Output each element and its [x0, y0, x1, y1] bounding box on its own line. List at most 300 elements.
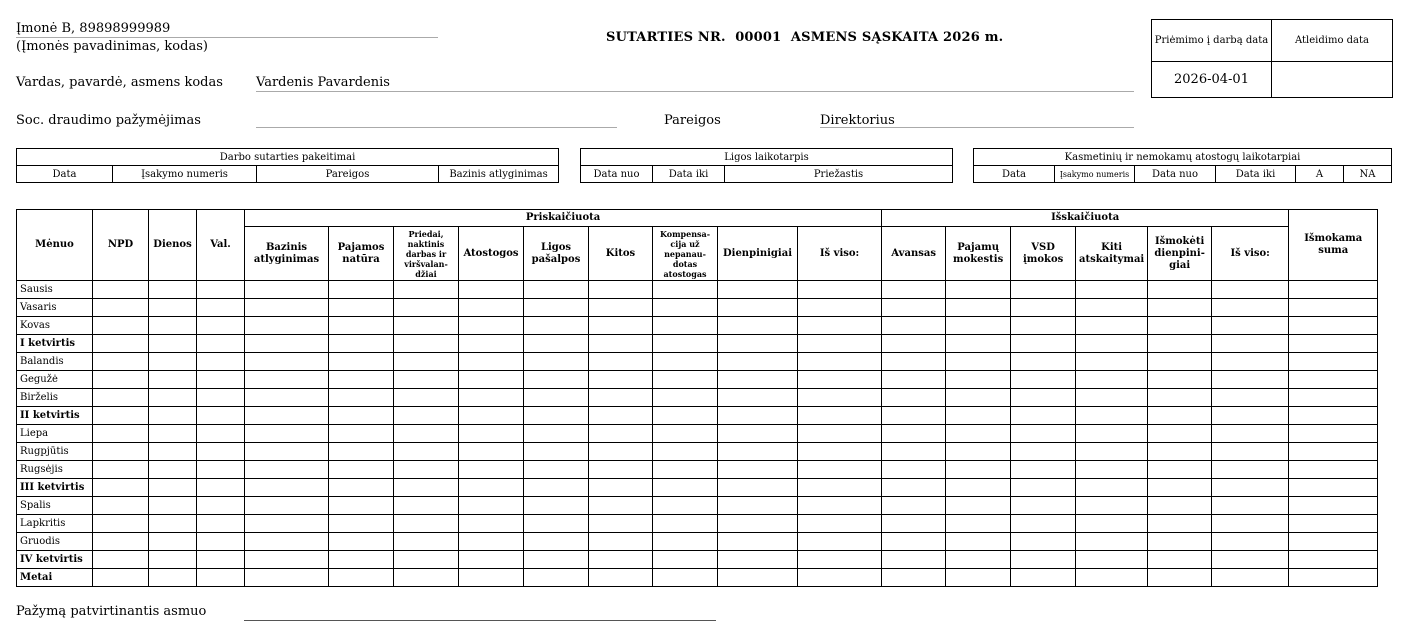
table-row — [17, 389, 1378, 407]
table-cell — [589, 533, 653, 551]
hire-date-value: 2026-04-01 — [1152, 62, 1272, 98]
table-cell — [1289, 497, 1378, 515]
table-cell — [524, 281, 589, 299]
table-cell — [882, 299, 946, 317]
row-month-label: Vasaris — [17, 299, 93, 317]
table-cell — [1076, 515, 1148, 533]
table-cell — [1212, 551, 1289, 569]
table-cell — [394, 515, 459, 533]
table-cell — [718, 551, 798, 569]
table-cell — [245, 317, 329, 335]
person-label: Vardas, pavardė, asmens kodas — [16, 75, 223, 90]
table-cell — [1011, 389, 1076, 407]
col-month: Mėnuo — [17, 210, 93, 281]
table-row — [17, 353, 1378, 371]
table-cell — [589, 443, 653, 461]
table-cell — [394, 569, 459, 587]
table-cell — [93, 515, 149, 533]
table-cell — [394, 317, 459, 335]
table-cell — [524, 533, 589, 551]
table-cell — [1289, 515, 1378, 533]
table-cell — [1289, 353, 1378, 371]
table-cell — [1076, 551, 1148, 569]
table-row — [17, 551, 1378, 569]
table-cell — [524, 569, 589, 587]
table-cell — [524, 479, 589, 497]
table-cell — [882, 317, 946, 335]
table-cell — [882, 497, 946, 515]
table-cell — [245, 497, 329, 515]
table-cell — [197, 371, 245, 389]
table-cell — [394, 425, 459, 443]
table-cell — [394, 461, 459, 479]
table-cell — [329, 551, 394, 569]
col-payable: Išmokama suma — [1289, 210, 1378, 281]
table-cell — [149, 389, 197, 407]
table-cell — [197, 425, 245, 443]
table-cell — [798, 389, 882, 407]
table-cell — [149, 425, 197, 443]
table-cell — [589, 569, 653, 587]
table-cell — [93, 497, 149, 515]
col-accrued: Priedai, naktinis darbas ir viršvalan-džiai — [394, 227, 459, 281]
table-cell — [459, 353, 524, 371]
table-cell — [1011, 353, 1076, 371]
vacation-col-to: Data iki — [1216, 166, 1296, 183]
vacation-col-a: A — [1296, 166, 1344, 183]
duties-value: Direktorius — [820, 113, 895, 128]
table-row — [17, 407, 1378, 425]
table-cell — [653, 443, 718, 461]
table-cell — [245, 551, 329, 569]
table-cell — [149, 533, 197, 551]
table-cell — [798, 281, 882, 299]
col-deducted: Avansas — [882, 227, 946, 281]
table-cell — [946, 335, 1011, 353]
sick-col-to: Data iki — [653, 166, 725, 183]
row-month-label: Gegužė — [17, 371, 93, 389]
table-cell — [197, 515, 245, 533]
table-cell — [93, 425, 149, 443]
table-cell — [524, 335, 589, 353]
table-cell — [329, 389, 394, 407]
table-cell — [718, 281, 798, 299]
col-deducted: Iš viso: — [1212, 227, 1289, 281]
table-cell — [882, 479, 946, 497]
table-cell — [93, 461, 149, 479]
table-cell — [245, 389, 329, 407]
table-cell — [589, 353, 653, 371]
table-row — [17, 299, 1378, 317]
table-cell — [882, 353, 946, 371]
table-cell — [149, 461, 197, 479]
table-cell — [1289, 461, 1378, 479]
table-row — [17, 317, 1378, 335]
table-cell — [394, 407, 459, 425]
table-cell — [197, 497, 245, 515]
table-cell — [718, 335, 798, 353]
table-cell — [882, 407, 946, 425]
table-cell — [1212, 479, 1289, 497]
table-cell — [197, 353, 245, 371]
table-cell — [798, 443, 882, 461]
table-cell — [93, 551, 149, 569]
table-row — [17, 461, 1378, 479]
table-cell — [946, 425, 1011, 443]
table-cell — [459, 533, 524, 551]
contract-col-order: Įsakymo numeris — [113, 166, 257, 183]
table-cell — [1148, 371, 1212, 389]
table-cell — [329, 335, 394, 353]
table-cell — [1148, 353, 1212, 371]
table-cell — [718, 317, 798, 335]
table-cell — [329, 371, 394, 389]
table-cell — [149, 497, 197, 515]
table-cell — [589, 281, 653, 299]
table-cell — [394, 479, 459, 497]
table-cell — [245, 335, 329, 353]
table-cell — [245, 569, 329, 587]
table-cell — [589, 461, 653, 479]
soc-underline — [256, 127, 617, 128]
table-cell — [718, 515, 798, 533]
table-cell — [329, 497, 394, 515]
table-cell — [882, 335, 946, 353]
table-cell — [589, 407, 653, 425]
table-cell — [149, 281, 197, 299]
table-cell — [653, 353, 718, 371]
table-cell — [882, 443, 946, 461]
table-cell — [245, 515, 329, 533]
table-cell — [459, 407, 524, 425]
table-cell — [394, 443, 459, 461]
table-cell — [1212, 371, 1289, 389]
table-cell — [589, 389, 653, 407]
contract-changes-table — [16, 148, 559, 183]
contract-changes-title: Darbo sutarties pakeitimai — [17, 149, 559, 166]
table-cell — [1011, 299, 1076, 317]
table-cell — [589, 317, 653, 335]
table-cell — [329, 479, 394, 497]
table-cell — [524, 299, 589, 317]
table-row — [17, 443, 1378, 461]
table-cell — [197, 281, 245, 299]
table-cell — [93, 443, 149, 461]
table-cell — [245, 281, 329, 299]
table-cell — [882, 515, 946, 533]
table-cell — [1212, 299, 1289, 317]
contract-col-salary: Bazinis atlyginimas — [439, 166, 559, 183]
table-cell — [1076, 479, 1148, 497]
table-row — [17, 425, 1378, 443]
table-cell — [798, 335, 882, 353]
company-underline — [16, 37, 438, 38]
col-accrued: Kompensa-cija už nepanau-dotas atostogas — [653, 227, 718, 281]
table-cell — [718, 425, 798, 443]
row-month-label: III ketvirtis — [17, 479, 93, 497]
table-cell — [1011, 551, 1076, 569]
table-cell — [394, 551, 459, 569]
table-cell — [653, 479, 718, 497]
col-deducted: VSD įmokos — [1011, 227, 1076, 281]
table-cell — [589, 497, 653, 515]
table-cell — [524, 551, 589, 569]
row-month-label: Metai — [17, 569, 93, 587]
table-cell — [1076, 443, 1148, 461]
table-cell — [459, 461, 524, 479]
row-month-label: Spalis — [17, 497, 93, 515]
table-cell — [329, 425, 394, 443]
confirm-underline — [244, 620, 716, 621]
table-cell — [946, 533, 1011, 551]
table-cell — [1212, 335, 1289, 353]
table-cell — [197, 299, 245, 317]
table-cell — [653, 515, 718, 533]
table-cell — [1148, 551, 1212, 569]
table-cell — [798, 497, 882, 515]
table-cell — [718, 497, 798, 515]
table-cell — [394, 533, 459, 551]
table-cell — [93, 281, 149, 299]
table-row — [17, 515, 1378, 533]
table-cell — [946, 353, 1011, 371]
table-cell — [1289, 281, 1378, 299]
table-cell — [93, 317, 149, 335]
table-cell — [946, 371, 1011, 389]
table-cell — [1212, 317, 1289, 335]
row-month-label: Birželis — [17, 389, 93, 407]
table-cell — [1212, 461, 1289, 479]
table-cell — [149, 353, 197, 371]
col-npd: NPD — [93, 210, 149, 281]
table-cell — [718, 299, 798, 317]
table-cell — [653, 371, 718, 389]
col-accrued: Atostogos — [459, 227, 524, 281]
table-cell — [1011, 281, 1076, 299]
table-cell — [1148, 461, 1212, 479]
table-cell — [882, 533, 946, 551]
row-month-label: II ketvirtis — [17, 407, 93, 425]
table-cell — [1148, 497, 1212, 515]
table-cell — [653, 569, 718, 587]
table-cell — [1148, 443, 1212, 461]
table-cell — [394, 497, 459, 515]
table-cell — [459, 551, 524, 569]
table-cell — [1076, 533, 1148, 551]
table-cell — [149, 443, 197, 461]
table-row — [17, 497, 1378, 515]
table-cell — [197, 479, 245, 497]
table-cell — [946, 407, 1011, 425]
table-cell — [149, 407, 197, 425]
table-cell — [718, 371, 798, 389]
table-cell — [394, 299, 459, 317]
table-cell — [1148, 317, 1212, 335]
hire-date-label: Priėmimo į darbą data — [1152, 20, 1272, 62]
table-cell — [197, 407, 245, 425]
table-cell — [1289, 551, 1378, 569]
table-cell — [93, 299, 149, 317]
table-row — [17, 335, 1378, 353]
table-cell — [653, 317, 718, 335]
table-cell — [653, 407, 718, 425]
person-underline — [256, 91, 1134, 92]
table-cell — [329, 353, 394, 371]
table-cell — [524, 461, 589, 479]
contract-col-duties: Pareigos — [257, 166, 439, 183]
table-cell — [1011, 335, 1076, 353]
col-accrued: Kitos — [589, 227, 653, 281]
sick-col-from: Data nuo — [581, 166, 653, 183]
table-cell — [1212, 533, 1289, 551]
table-cell — [524, 497, 589, 515]
table-cell — [946, 461, 1011, 479]
table-cell — [798, 515, 882, 533]
table-cell — [245, 443, 329, 461]
table-cell — [798, 317, 882, 335]
table-cell — [93, 335, 149, 353]
vacation-table — [973, 148, 1392, 183]
table-cell — [1212, 353, 1289, 371]
table-cell — [1148, 299, 1212, 317]
table-cell — [946, 497, 1011, 515]
person-value: Vardenis Pavardenis — [256, 75, 390, 90]
table-cell — [394, 371, 459, 389]
table-cell — [1148, 479, 1212, 497]
table-cell — [459, 371, 524, 389]
company-caption: (Įmonės pavadinimas, kodas) — [16, 39, 208, 54]
table-cell — [798, 299, 882, 317]
table-cell — [1148, 389, 1212, 407]
table-cell — [93, 407, 149, 425]
table-cell — [197, 443, 245, 461]
table-cell — [93, 389, 149, 407]
table-cell — [149, 551, 197, 569]
table-cell — [1212, 515, 1289, 533]
table-cell — [459, 299, 524, 317]
table-cell — [329, 515, 394, 533]
table-cell — [1289, 569, 1378, 587]
table-cell — [394, 389, 459, 407]
table-cell — [459, 515, 524, 533]
table-cell — [946, 443, 1011, 461]
table-cell — [1289, 371, 1378, 389]
table-cell — [946, 551, 1011, 569]
table-cell — [1076, 371, 1148, 389]
table-cell — [946, 389, 1011, 407]
col-hours: Val. — [197, 210, 245, 281]
table-cell — [1011, 479, 1076, 497]
vacation-col-date: Data — [974, 166, 1055, 183]
table-cell — [524, 407, 589, 425]
row-month-label: IV ketvirtis — [17, 551, 93, 569]
table-cell — [798, 371, 882, 389]
table-cell — [149, 371, 197, 389]
table-cell — [329, 569, 394, 587]
table-cell — [589, 299, 653, 317]
employment-dates-box — [1151, 19, 1393, 98]
table-cell — [882, 461, 946, 479]
col-deducted: Kiti atskaitymai — [1076, 227, 1148, 281]
table-cell — [245, 479, 329, 497]
table-cell — [718, 569, 798, 587]
table-cell — [459, 335, 524, 353]
table-cell — [1011, 515, 1076, 533]
table-cell — [394, 353, 459, 371]
table-cell — [1212, 281, 1289, 299]
duties-label: Pareigos — [664, 113, 721, 128]
table-cell — [1011, 407, 1076, 425]
col-accrued: Iš viso: — [798, 227, 882, 281]
group-accrued: Priskaičiuota — [245, 210, 882, 227]
table-cell — [798, 425, 882, 443]
table-cell — [718, 407, 798, 425]
table-cell — [459, 497, 524, 515]
sick-period-table — [580, 148, 953, 183]
table-cell — [524, 389, 589, 407]
table-cell — [653, 299, 718, 317]
col-accrued: Dienpinigiai — [718, 227, 798, 281]
table-cell — [524, 425, 589, 443]
sick-col-reason: Priežastis — [725, 166, 953, 183]
table-cell — [718, 353, 798, 371]
table-cell — [653, 425, 718, 443]
table-cell — [459, 425, 524, 443]
table-cell — [524, 515, 589, 533]
soc-label: Soc. draudimo pažymėjimas — [16, 113, 201, 128]
table-cell — [329, 533, 394, 551]
table-cell — [245, 353, 329, 371]
table-cell — [1011, 425, 1076, 443]
table-cell — [149, 335, 197, 353]
table-cell — [1076, 407, 1148, 425]
table-cell — [524, 353, 589, 371]
table-cell — [798, 461, 882, 479]
table-cell — [459, 443, 524, 461]
table-cell — [589, 371, 653, 389]
table-cell — [1148, 569, 1212, 587]
table-cell — [394, 281, 459, 299]
table-cell — [718, 443, 798, 461]
table-cell — [946, 317, 1011, 335]
payroll-table — [16, 209, 1378, 587]
table-cell — [245, 371, 329, 389]
table-cell — [1148, 281, 1212, 299]
col-accrued: Ligos pašalpos — [524, 227, 589, 281]
table-cell — [1011, 317, 1076, 335]
table-cell — [394, 335, 459, 353]
table-cell — [653, 497, 718, 515]
row-month-label: Gruodis — [17, 533, 93, 551]
table-cell — [245, 533, 329, 551]
table-row — [17, 533, 1378, 551]
table-row — [17, 479, 1378, 497]
table-cell — [245, 299, 329, 317]
table-cell — [459, 281, 524, 299]
vacation-col-order: Įsakymo numeris — [1055, 166, 1135, 183]
row-month-label: Sausis — [17, 281, 93, 299]
table-cell — [798, 551, 882, 569]
table-cell — [329, 461, 394, 479]
table-cell — [653, 551, 718, 569]
table-cell — [1289, 533, 1378, 551]
table-cell — [1212, 389, 1289, 407]
col-deducted: Išmokėti dienpini-giai — [1148, 227, 1212, 281]
sick-period-title: Ligos laikotarpis — [581, 149, 953, 166]
col-deducted: Pajamų mokestis — [946, 227, 1011, 281]
table-cell — [798, 479, 882, 497]
row-month-label: Rugpjūtis — [17, 443, 93, 461]
